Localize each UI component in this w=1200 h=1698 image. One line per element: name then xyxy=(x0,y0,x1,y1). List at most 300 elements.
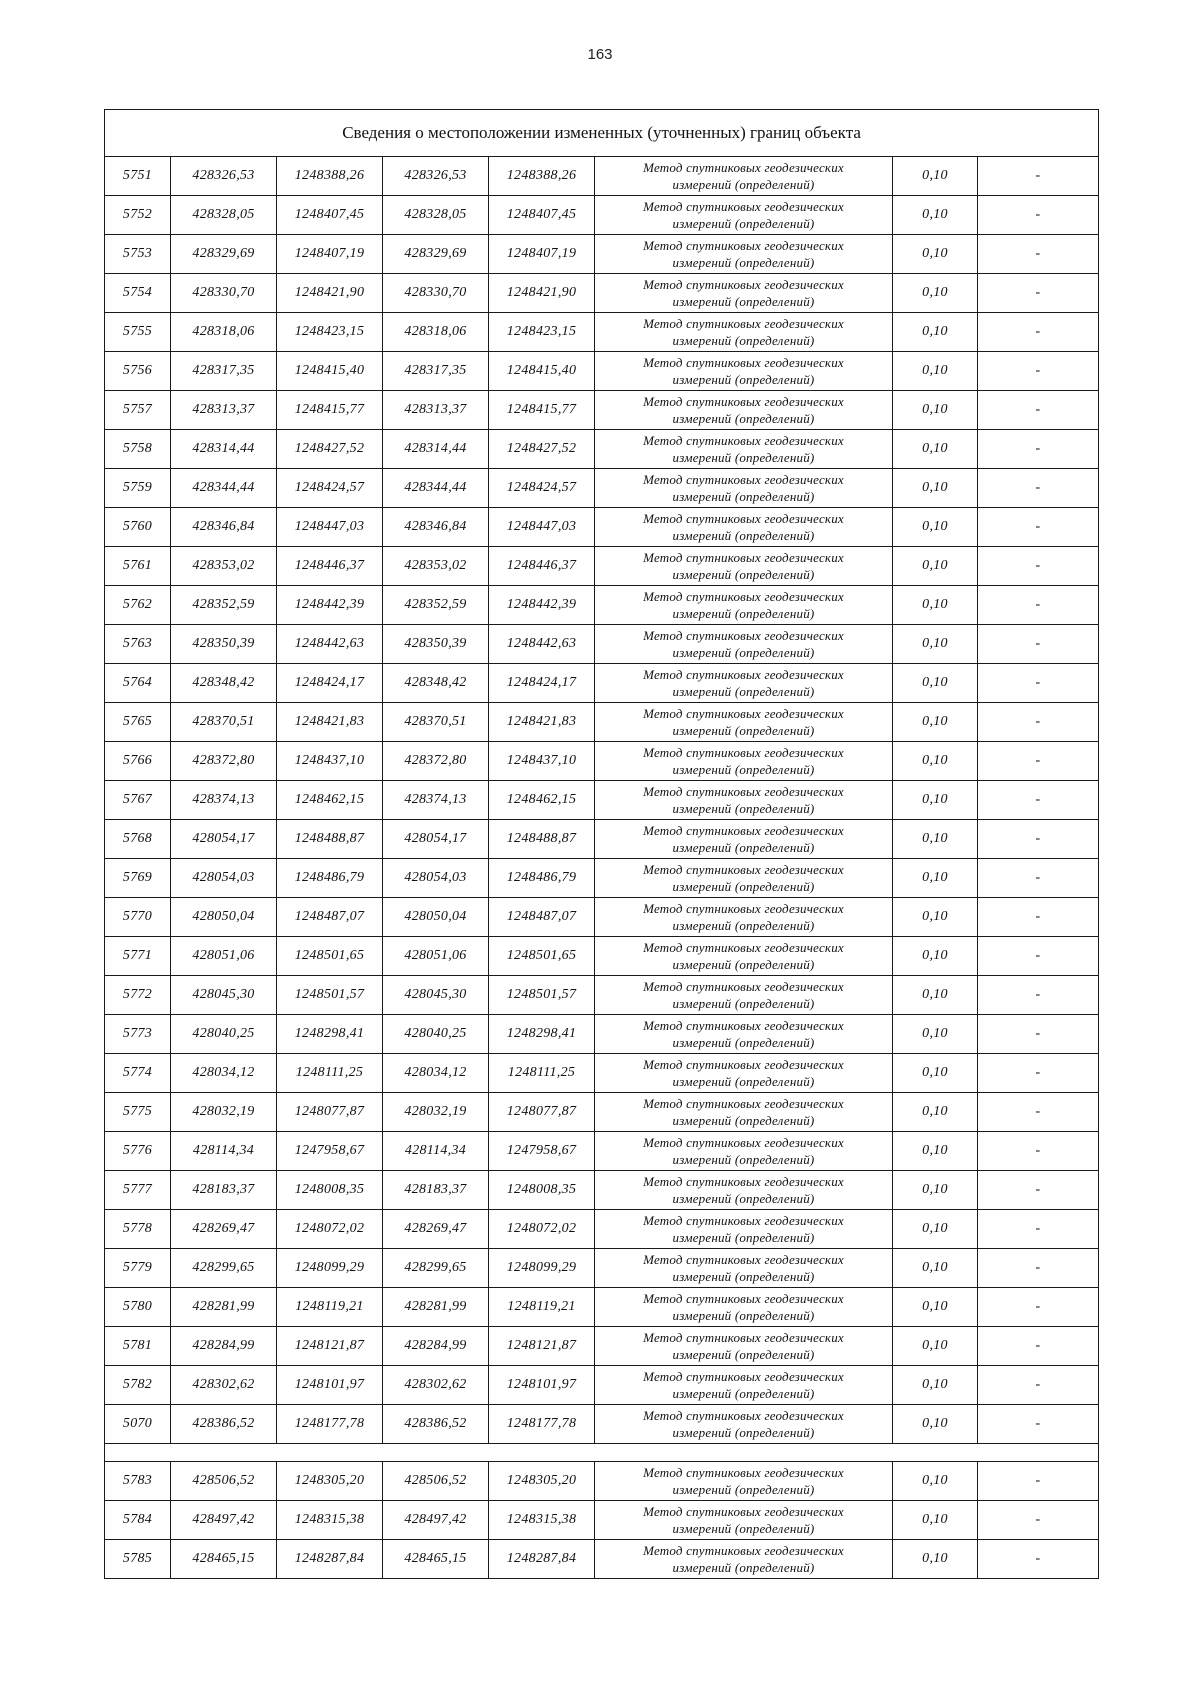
cell-x-old: 428269,47 xyxy=(171,1210,277,1249)
cell-y-new: 1248421,83 xyxy=(489,703,595,742)
cell-y-old: 1247958,67 xyxy=(277,1132,383,1171)
method-line-1: Метод спутниковых геодезических xyxy=(643,355,844,370)
cell-method xyxy=(595,625,893,664)
cell-accuracy: 0,10 xyxy=(893,313,978,352)
method-line-2: измерений (определений) xyxy=(672,1191,815,1206)
cell-x-old: 428050,04 xyxy=(171,898,277,937)
cell-y-new: 1248442,63 xyxy=(489,625,595,664)
cell-description: - xyxy=(978,1171,1099,1210)
cell-x-old: 428183,37 xyxy=(171,1171,277,1210)
cell-x-old: 428350,39 xyxy=(171,625,277,664)
cell-x-new: 428374,13 xyxy=(383,781,489,820)
cell-x-old: 428114,34 xyxy=(171,1132,277,1171)
method-line-1: Метод спутниковых геодезических xyxy=(643,1135,844,1150)
cell-x-new: 428317,35 xyxy=(383,352,489,391)
cell-point-number: 5764 xyxy=(105,664,171,703)
method-line-1: Метод спутниковых геодезических xyxy=(643,1096,844,1111)
cell-description: - xyxy=(978,586,1099,625)
cell-method xyxy=(595,1327,893,1366)
cell-accuracy: 0,10 xyxy=(893,937,978,976)
cell-y-old: 1248415,40 xyxy=(277,352,383,391)
cell-point-number: 5760 xyxy=(105,508,171,547)
cell-x-old: 428314,44 xyxy=(171,430,277,469)
cell-x-new: 428386,52 xyxy=(383,1405,489,1444)
cell-accuracy: 0,10 xyxy=(893,1366,978,1405)
cell-description: - xyxy=(978,1405,1099,1444)
table-row xyxy=(105,1501,1099,1540)
page-number: 163 xyxy=(587,46,613,63)
cell-y-old: 1248462,15 xyxy=(277,781,383,820)
cell-x-old: 428040,25 xyxy=(171,1015,277,1054)
cell-y-new: 1248121,87 xyxy=(489,1327,595,1366)
cell-description: - xyxy=(978,196,1099,235)
cell-point-number: 5761 xyxy=(105,547,171,586)
table-row xyxy=(105,547,1099,586)
cell-x-new: 428370,51 xyxy=(383,703,489,742)
cell-y-new: 1248424,57 xyxy=(489,469,595,508)
method-line-1: Метод спутниковых геодезических xyxy=(643,589,844,604)
method-line-1: Метод спутниковых геодезических xyxy=(643,1504,844,1519)
cell-x-old: 428299,65 xyxy=(171,1249,277,1288)
cell-y-new: 1248501,57 xyxy=(489,976,595,1015)
method-line-1: Метод спутниковых геодезических xyxy=(643,1369,844,1384)
cell-y-new: 1248101,97 xyxy=(489,1366,595,1405)
cell-point-number: 5763 xyxy=(105,625,171,664)
cell-x-old: 428374,13 xyxy=(171,781,277,820)
method-line-1: Метод спутниковых геодезических xyxy=(643,511,844,526)
cell-y-old: 1248315,38 xyxy=(277,1501,383,1540)
spacer-cell xyxy=(105,1444,1099,1462)
cell-method xyxy=(595,859,893,898)
method-line-2: измерений (определений) xyxy=(672,996,815,1011)
method-line-1: Метод спутниковых геодезических xyxy=(643,823,844,838)
cell-y-old: 1248447,03 xyxy=(277,508,383,547)
cell-x-new: 428183,37 xyxy=(383,1171,489,1210)
method-line-1: Метод спутниковых геодезических xyxy=(643,1174,844,1189)
table-row xyxy=(105,469,1099,508)
cell-point-number: 5753 xyxy=(105,235,171,274)
method-line-1: Метод спутниковых геодезических xyxy=(643,1018,844,1033)
cell-y-new: 1248437,10 xyxy=(489,742,595,781)
cell-x-new: 428302,62 xyxy=(383,1366,489,1405)
cell-y-old: 1248427,52 xyxy=(277,430,383,469)
cell-description: - xyxy=(978,1501,1099,1540)
cell-y-old: 1248423,15 xyxy=(277,313,383,352)
cell-y-new: 1248072,02 xyxy=(489,1210,595,1249)
cell-accuracy: 0,10 xyxy=(893,820,978,859)
cell-method xyxy=(595,898,893,937)
cell-x-old: 428328,05 xyxy=(171,196,277,235)
cell-description: - xyxy=(978,430,1099,469)
table-row xyxy=(105,586,1099,625)
table-row xyxy=(105,1054,1099,1093)
cell-method xyxy=(595,937,893,976)
cell-point-number: 5758 xyxy=(105,430,171,469)
method-line-1: Метод спутниковых геодезических xyxy=(643,433,844,448)
table-row xyxy=(105,703,1099,742)
table-row xyxy=(105,820,1099,859)
cell-x-old: 428313,37 xyxy=(171,391,277,430)
method-line-1: Метод спутниковых геодезических xyxy=(643,1291,844,1306)
method-line-1: Метод спутниковых геодезических xyxy=(643,277,844,292)
cell-y-new: 1248424,17 xyxy=(489,664,595,703)
method-line-2: измерений (определений) xyxy=(672,411,815,426)
cell-point-number: 5782 xyxy=(105,1366,171,1405)
cell-x-new: 428326,53 xyxy=(383,157,489,196)
cell-accuracy: 0,10 xyxy=(893,274,978,313)
table-body xyxy=(105,157,1099,1579)
method-line-2: измерений (определений) xyxy=(672,489,815,504)
cell-description: - xyxy=(978,937,1099,976)
cell-method xyxy=(595,469,893,508)
cell-point-number: 5783 xyxy=(105,1462,171,1501)
cell-method xyxy=(595,352,893,391)
table-row xyxy=(105,1015,1099,1054)
coordinates-table-container xyxy=(104,109,1098,1579)
cell-method xyxy=(595,508,893,547)
cell-y-new: 1248488,87 xyxy=(489,820,595,859)
cell-y-new: 1248407,19 xyxy=(489,235,595,274)
cell-accuracy: 0,10 xyxy=(893,391,978,430)
cell-description: - xyxy=(978,469,1099,508)
cell-x-old: 428326,53 xyxy=(171,157,277,196)
cell-y-old: 1248442,39 xyxy=(277,586,383,625)
cell-y-old: 1248121,87 xyxy=(277,1327,383,1366)
cell-y-new: 1248415,40 xyxy=(489,352,595,391)
method-line-1: Метод спутниковых геодезических xyxy=(643,706,844,721)
coordinates-table xyxy=(104,109,1099,1579)
cell-y-old: 1248407,19 xyxy=(277,235,383,274)
table-row xyxy=(105,742,1099,781)
cell-method xyxy=(595,1210,893,1249)
cell-x-old: 428370,51 xyxy=(171,703,277,742)
cell-accuracy: 0,10 xyxy=(893,547,978,586)
cell-point-number: 5768 xyxy=(105,820,171,859)
method-line-2: измерений (определений) xyxy=(672,723,815,738)
cell-x-old: 428051,06 xyxy=(171,937,277,976)
cell-y-old: 1248442,63 xyxy=(277,625,383,664)
cell-x-old: 428353,02 xyxy=(171,547,277,586)
table-row xyxy=(105,781,1099,820)
cell-method xyxy=(595,1249,893,1288)
table-spacer-row xyxy=(105,1444,1099,1462)
cell-description: - xyxy=(978,859,1099,898)
cell-x-new: 428353,02 xyxy=(383,547,489,586)
cell-description: - xyxy=(978,1093,1099,1132)
cell-method xyxy=(595,1501,893,1540)
cell-y-new: 1248442,39 xyxy=(489,586,595,625)
table-row xyxy=(105,196,1099,235)
method-line-2: измерений (определений) xyxy=(672,1560,815,1575)
method-line-1: Метод спутниковых геодезических xyxy=(643,550,844,565)
cell-description: - xyxy=(978,352,1099,391)
cell-method xyxy=(595,391,893,430)
cell-point-number: 5756 xyxy=(105,352,171,391)
cell-y-old: 1248421,83 xyxy=(277,703,383,742)
cell-x-old: 428346,84 xyxy=(171,508,277,547)
table-row xyxy=(105,391,1099,430)
cell-point-number: 5771 xyxy=(105,937,171,976)
cell-y-new: 1248077,87 xyxy=(489,1093,595,1132)
method-line-1: Метод спутниковых геодезических xyxy=(643,1057,844,1072)
cell-x-old: 428045,30 xyxy=(171,976,277,1015)
cell-x-old: 428281,99 xyxy=(171,1288,277,1327)
cell-method xyxy=(595,781,893,820)
method-line-2: измерений (определений) xyxy=(672,684,815,699)
cell-x-old: 428386,52 xyxy=(171,1405,277,1444)
cell-point-number: 5775 xyxy=(105,1093,171,1132)
cell-x-old: 428465,15 xyxy=(171,1540,277,1579)
cell-point-number: 5755 xyxy=(105,313,171,352)
cell-accuracy: 0,10 xyxy=(893,664,978,703)
table-row xyxy=(105,313,1099,352)
cell-x-old: 428032,19 xyxy=(171,1093,277,1132)
cell-description: - xyxy=(978,391,1099,430)
cell-y-old: 1248177,78 xyxy=(277,1405,383,1444)
table-row xyxy=(105,1288,1099,1327)
cell-y-new: 1248099,29 xyxy=(489,1249,595,1288)
method-line-2: измерений (определений) xyxy=(672,957,815,972)
method-line-2: измерений (определений) xyxy=(672,801,815,816)
cell-y-new: 1248298,41 xyxy=(489,1015,595,1054)
cell-x-old: 428348,42 xyxy=(171,664,277,703)
method-line-2: измерений (определений) xyxy=(672,1113,815,1128)
cell-y-old: 1248287,84 xyxy=(277,1540,383,1579)
cell-y-new: 1248421,90 xyxy=(489,274,595,313)
cell-accuracy: 0,10 xyxy=(893,859,978,898)
method-line-1: Метод спутниковых геодезических xyxy=(643,1543,844,1558)
cell-description: - xyxy=(978,313,1099,352)
cell-accuracy: 0,10 xyxy=(893,1132,978,1171)
cell-x-new: 428318,06 xyxy=(383,313,489,352)
cell-point-number: 5765 xyxy=(105,703,171,742)
method-line-2: измерений (определений) xyxy=(672,606,815,621)
cell-description: - xyxy=(978,547,1099,586)
cell-description: - xyxy=(978,1327,1099,1366)
cell-y-new: 1248177,78 xyxy=(489,1405,595,1444)
table-row xyxy=(105,898,1099,937)
method-line-2: измерений (определений) xyxy=(672,333,815,348)
method-line-1: Метод спутниковых геодезических xyxy=(643,1330,844,1345)
cell-accuracy: 0,10 xyxy=(893,1540,978,1579)
table-row xyxy=(105,274,1099,313)
cell-y-old: 1248437,10 xyxy=(277,742,383,781)
method-line-2: измерений (определений) xyxy=(672,1482,815,1497)
cell-y-old: 1248298,41 xyxy=(277,1015,383,1054)
cell-accuracy: 0,10 xyxy=(893,781,978,820)
cell-x-old: 428034,12 xyxy=(171,1054,277,1093)
method-line-2: измерений (определений) xyxy=(672,294,815,309)
method-line-2: измерений (определений) xyxy=(672,177,815,192)
cell-accuracy: 0,10 xyxy=(893,1171,978,1210)
cell-x-new: 428497,42 xyxy=(383,1501,489,1540)
cell-description: - xyxy=(978,1288,1099,1327)
method-line-2: измерений (определений) xyxy=(672,372,815,387)
cell-point-number: 5784 xyxy=(105,1501,171,1540)
cell-point-number: 5754 xyxy=(105,274,171,313)
cell-x-new: 428344,44 xyxy=(383,469,489,508)
cell-y-new: 1248119,21 xyxy=(489,1288,595,1327)
method-line-1: Метод спутниковых геодезических xyxy=(643,316,844,331)
method-line-1: Метод спутниковых геодезических xyxy=(643,1408,844,1423)
cell-y-new: 1248423,15 xyxy=(489,313,595,352)
cell-y-new: 1248427,52 xyxy=(489,430,595,469)
method-line-1: Метод спутниковых геодезических xyxy=(643,979,844,994)
cell-accuracy: 0,10 xyxy=(893,586,978,625)
cell-method xyxy=(595,196,893,235)
table-row xyxy=(105,157,1099,196)
method-line-1: Метод спутниковых геодезических xyxy=(643,160,844,175)
cell-description: - xyxy=(978,625,1099,664)
cell-description: - xyxy=(978,235,1099,274)
table-row xyxy=(105,430,1099,469)
cell-description: - xyxy=(978,664,1099,703)
method-line-2: измерений (определений) xyxy=(672,1152,815,1167)
cell-description: - xyxy=(978,898,1099,937)
cell-y-old: 1248488,87 xyxy=(277,820,383,859)
table-row xyxy=(105,976,1099,1015)
cell-y-old: 1248077,87 xyxy=(277,1093,383,1132)
cell-x-old: 428344,44 xyxy=(171,469,277,508)
table-row xyxy=(105,235,1099,274)
cell-x-new: 428330,70 xyxy=(383,274,489,313)
method-line-1: Метод спутниковых геодезических xyxy=(643,940,844,955)
table-row xyxy=(105,859,1099,898)
cell-point-number: 5781 xyxy=(105,1327,171,1366)
cell-x-old: 428329,69 xyxy=(171,235,277,274)
cell-x-new: 428054,03 xyxy=(383,859,489,898)
cell-y-old: 1248501,65 xyxy=(277,937,383,976)
cell-method xyxy=(595,1288,893,1327)
cell-accuracy: 0,10 xyxy=(893,742,978,781)
table-row xyxy=(105,625,1099,664)
cell-accuracy: 0,10 xyxy=(893,1327,978,1366)
cell-y-new: 1248287,84 xyxy=(489,1540,595,1579)
cell-x-new: 428054,17 xyxy=(383,820,489,859)
cell-x-old: 428330,70 xyxy=(171,274,277,313)
method-line-2: измерений (определений) xyxy=(672,762,815,777)
cell-x-new: 428328,05 xyxy=(383,196,489,235)
cell-x-old: 428302,62 xyxy=(171,1366,277,1405)
cell-x-old: 428054,03 xyxy=(171,859,277,898)
method-line-2: измерений (определений) xyxy=(672,1347,815,1362)
cell-method xyxy=(595,820,893,859)
cell-x-old: 428317,35 xyxy=(171,352,277,391)
cell-accuracy: 0,10 xyxy=(893,703,978,742)
cell-x-new: 428269,47 xyxy=(383,1210,489,1249)
cell-method xyxy=(595,1462,893,1501)
cell-description: - xyxy=(978,1015,1099,1054)
method-line-2: измерений (определений) xyxy=(672,1230,815,1245)
cell-point-number: 5070 xyxy=(105,1405,171,1444)
cell-method xyxy=(595,664,893,703)
cell-description: - xyxy=(978,781,1099,820)
cell-accuracy: 0,10 xyxy=(893,508,978,547)
cell-method xyxy=(595,1540,893,1579)
method-line-1: Метод спутниковых геодезических xyxy=(643,784,844,799)
cell-x-new: 428352,59 xyxy=(383,586,489,625)
table-row xyxy=(105,1210,1099,1249)
cell-x-new: 428114,34 xyxy=(383,1132,489,1171)
cell-y-old: 1248486,79 xyxy=(277,859,383,898)
method-line-2: измерений (определений) xyxy=(672,918,815,933)
cell-y-old: 1248407,45 xyxy=(277,196,383,235)
table-row xyxy=(105,508,1099,547)
cell-method xyxy=(595,430,893,469)
cell-x-old: 428352,59 xyxy=(171,586,277,625)
cell-x-new: 428350,39 xyxy=(383,625,489,664)
method-line-1: Метод спутниковых геодезических xyxy=(643,394,844,409)
cell-y-new: 1248315,38 xyxy=(489,1501,595,1540)
table-row xyxy=(105,937,1099,976)
cell-y-old: 1248424,57 xyxy=(277,469,383,508)
cell-point-number: 5773 xyxy=(105,1015,171,1054)
cell-y-new: 1248008,35 xyxy=(489,1171,595,1210)
method-line-2: измерений (определений) xyxy=(672,528,815,543)
method-line-2: измерений (определений) xyxy=(672,1035,815,1050)
cell-y-new: 1248111,25 xyxy=(489,1054,595,1093)
cell-accuracy: 0,10 xyxy=(893,235,978,274)
cell-y-old: 1248101,97 xyxy=(277,1366,383,1405)
cell-method xyxy=(595,547,893,586)
cell-method xyxy=(595,1171,893,1210)
cell-x-new: 428299,65 xyxy=(383,1249,489,1288)
cell-accuracy: 0,10 xyxy=(893,625,978,664)
method-line-2: измерений (определений) xyxy=(672,255,815,270)
cell-y-old: 1248388,26 xyxy=(277,157,383,196)
cell-point-number: 5759 xyxy=(105,469,171,508)
cell-description: - xyxy=(978,1540,1099,1579)
cell-accuracy: 0,10 xyxy=(893,1501,978,1540)
cell-point-number: 5772 xyxy=(105,976,171,1015)
cell-description: - xyxy=(978,508,1099,547)
cell-description: - xyxy=(978,1210,1099,1249)
cell-x-old: 428318,06 xyxy=(171,313,277,352)
cell-x-new: 428040,25 xyxy=(383,1015,489,1054)
cell-x-new: 428313,37 xyxy=(383,391,489,430)
cell-y-new: 1247958,67 xyxy=(489,1132,595,1171)
cell-y-new: 1248486,79 xyxy=(489,859,595,898)
table-row xyxy=(105,1366,1099,1405)
method-line-1: Метод спутниковых геодезических xyxy=(643,238,844,253)
cell-point-number: 5778 xyxy=(105,1210,171,1249)
cell-method xyxy=(595,1093,893,1132)
table-header-row xyxy=(105,110,1099,157)
cell-point-number: 5767 xyxy=(105,781,171,820)
method-line-1: Метод спутниковых геодезических xyxy=(643,745,844,760)
method-line-1: Метод спутниковых геодезических xyxy=(643,1252,844,1267)
cell-x-new: 428329,69 xyxy=(383,235,489,274)
cell-y-new: 1248446,37 xyxy=(489,547,595,586)
cell-accuracy: 0,10 xyxy=(893,1054,978,1093)
method-line-1: Метод спутниковых геодезических xyxy=(643,1465,844,1480)
cell-y-new: 1248487,07 xyxy=(489,898,595,937)
cell-x-new: 428465,15 xyxy=(383,1540,489,1579)
cell-y-old: 1248072,02 xyxy=(277,1210,383,1249)
table-row xyxy=(105,1405,1099,1444)
method-line-2: измерений (определений) xyxy=(672,1074,815,1089)
cell-description: - xyxy=(978,157,1099,196)
table-row xyxy=(105,1249,1099,1288)
cell-x-new: 428346,84 xyxy=(383,508,489,547)
cell-x-new: 428372,80 xyxy=(383,742,489,781)
method-line-1: Метод спутниковых геодезических xyxy=(643,472,844,487)
cell-description: - xyxy=(978,1462,1099,1501)
cell-y-old: 1248446,37 xyxy=(277,547,383,586)
method-line-1: Метод спутниковых геодезических xyxy=(643,199,844,214)
cell-x-new: 428051,06 xyxy=(383,937,489,976)
cell-point-number: 5751 xyxy=(105,157,171,196)
